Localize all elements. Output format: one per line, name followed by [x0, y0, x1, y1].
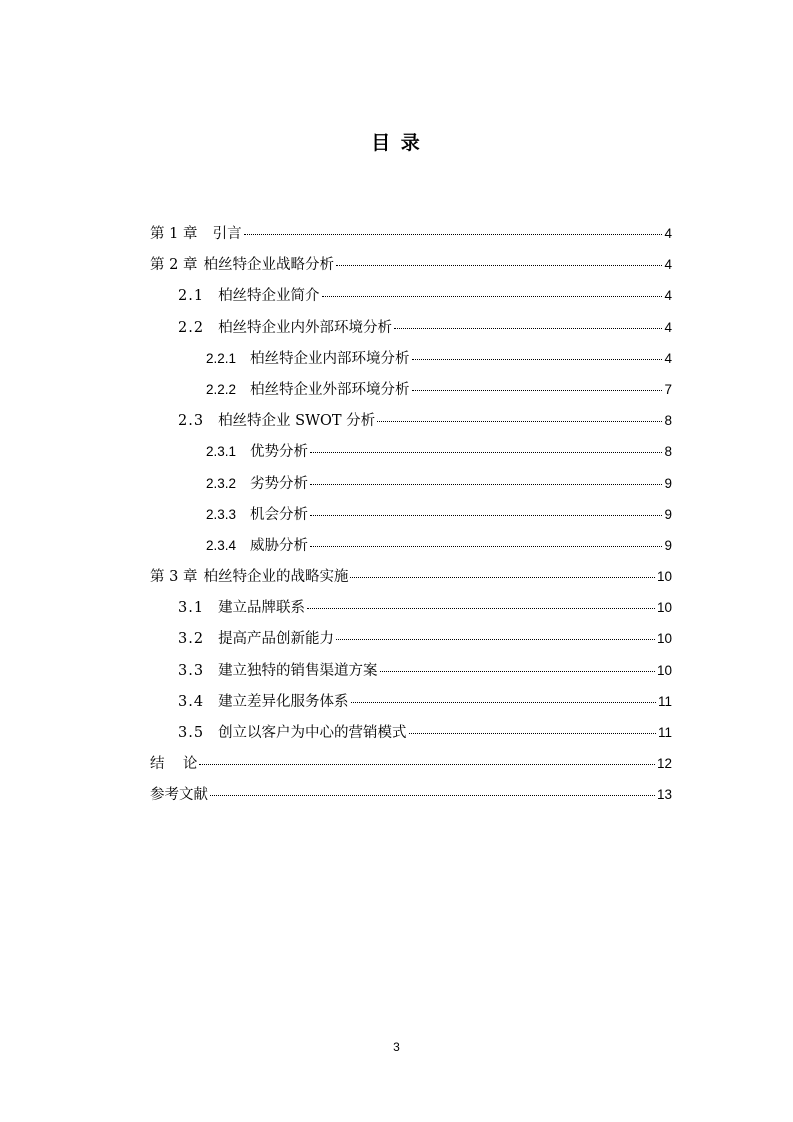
toc-dot-leader — [307, 607, 655, 609]
toc-dot-leader — [412, 389, 663, 391]
toc-dot-leader — [380, 670, 655, 672]
toc-entry-page: 13 — [656, 787, 672, 803]
toc-entry[interactable] — [150, 686, 672, 717]
toc-entry-title: 提高产品创新能力 — [218, 631, 335, 648]
page-number: 3 — [393, 1040, 400, 1054]
toc-dot-leader — [351, 701, 656, 703]
toc-entry-number: 2.2.2 — [206, 381, 237, 397]
toc-entry-page: 10 — [656, 600, 672, 616]
toc-entry-number: 2.2 — [178, 319, 205, 336]
toc-entry-page: 8 — [664, 413, 672, 429]
toc-entry-number: 2.3.3 — [206, 506, 237, 522]
toc-entry-title: 引言 — [203, 226, 242, 242]
toc-entry-title: 柏丝特企业外部环境分析 — [250, 381, 410, 398]
toc-dot-leader — [210, 794, 655, 796]
toc-entry-title: 结 论 — [150, 756, 198, 773]
toc-entry-page: 4 — [664, 226, 672, 241]
toc-entry-number: 2.3.2 — [206, 475, 237, 491]
toc-entry-title: 柏丝特企业 SWOT 分析 — [218, 413, 376, 430]
toc-entry-title: 建立品牌联系 — [218, 600, 306, 617]
toc-entry-number: 2.3.1 — [206, 444, 237, 460]
toc-entry-number: 3.3 — [178, 662, 205, 679]
toc-entry-number: 3.4 — [178, 693, 205, 710]
toc-entry-title: 建立差异化服务体系 — [218, 693, 349, 710]
toc-entry-page: 9 — [664, 506, 672, 522]
toc-entry-page: 9 — [664, 537, 672, 553]
toc-entry-page: 11 — [657, 693, 672, 709]
toc-entry-page: 4 — [664, 319, 672, 335]
toc-dot-leader — [377, 420, 662, 422]
toc-dot-leader — [310, 451, 662, 453]
toc-dot-leader — [350, 576, 655, 578]
table-of-contents — [150, 218, 672, 811]
toc-entry-title: 柏丝特企业的战略实施 — [203, 569, 349, 586]
toc-dot-leader — [244, 233, 663, 235]
toc-entry[interactable] — [150, 561, 672, 592]
toc-dot-leader — [412, 358, 663, 360]
toc-entry[interactable] — [150, 592, 672, 623]
toc-entry-page: 9 — [664, 475, 672, 491]
toc-entry-page: 4 — [664, 288, 672, 304]
toc-entry-page: 10 — [656, 662, 672, 678]
toc-entry-title: 柏丝特企业战略分析 — [203, 257, 334, 274]
toc-title: 目 录 — [371, 132, 422, 154]
toc-entry-page: 12 — [656, 756, 672, 772]
toc-entry-page: 4 — [664, 350, 672, 366]
toc-entry-title: 劣势分析 — [250, 475, 309, 492]
toc-entry[interactable] — [150, 530, 672, 561]
toc-entry-number: 3.1 — [178, 600, 205, 617]
toc-entry[interactable] — [150, 748, 672, 779]
toc-entry-title: 建立独特的销售渠道方案 — [218, 662, 378, 679]
toc-entry[interactable] — [150, 468, 672, 499]
toc-dot-leader — [310, 483, 662, 485]
toc-entry-number: 第 1 章 — [150, 226, 198, 242]
toc-entry[interactable] — [150, 343, 672, 374]
toc-entry-title: 优势分析 — [250, 444, 309, 461]
toc-dot-leader — [310, 514, 662, 516]
toc-entry-title: 参考文献 — [150, 787, 208, 804]
toc-entry-title: 柏丝特企业简介 — [218, 288, 320, 305]
toc-entry[interactable] — [150, 249, 672, 280]
toc-entry-number: 2.2.1 — [206, 350, 237, 366]
toc-entry-number: 3.2 — [178, 631, 205, 648]
toc-dot-leader — [310, 545, 662, 547]
toc-entry-page: 7 — [664, 381, 672, 397]
toc-dot-leader — [336, 638, 655, 640]
toc-entry-page: 10 — [656, 569, 672, 585]
toc-entry-number: 2.3.4 — [206, 537, 237, 553]
toc-entry[interactable] — [150, 779, 672, 810]
toc-entry[interactable] — [150, 218, 672, 249]
toc-entry-page: 10 — [656, 631, 672, 647]
toc-entry[interactable] — [150, 405, 672, 436]
toc-entry-page: 11 — [657, 725, 672, 740]
toc-entry-number: 第 3 章 — [150, 569, 198, 586]
toc-entry-title: 柏丝特企业内部环境分析 — [250, 350, 410, 367]
toc-dot-leader — [199, 763, 655, 765]
toc-entry-number: 第 2 章 — [150, 257, 198, 274]
toc-entry-number: 2.1 — [178, 288, 205, 305]
toc-entry-title: 威胁分析 — [250, 537, 309, 554]
toc-dot-leader — [409, 732, 656, 734]
toc-dot-leader — [394, 327, 662, 329]
toc-entry[interactable] — [150, 436, 672, 467]
toc-entry-number: 3.5 — [178, 725, 205, 741]
toc-entry[interactable] — [150, 312, 672, 343]
toc-entry[interactable] — [150, 374, 672, 405]
toc-dot-leader — [336, 264, 663, 266]
toc-entry[interactable] — [150, 655, 672, 686]
toc-entry-number: 2.3 — [178, 413, 205, 430]
toc-entry[interactable] — [150, 280, 672, 311]
toc-entry-title: 柏丝特企业内外部环境分析 — [218, 319, 393, 336]
toc-entry[interactable] — [150, 499, 672, 530]
toc-dot-leader — [322, 295, 663, 297]
toc-entry-page: 8 — [664, 444, 672, 460]
toc-entry-title: 创立以客户为中心的营销模式 — [218, 725, 407, 741]
toc-entry[interactable] — [150, 717, 672, 748]
toc-entry-page: 4 — [664, 257, 672, 273]
toc-entry-title: 机会分析 — [250, 506, 309, 523]
toc-entry[interactable] — [150, 623, 672, 654]
